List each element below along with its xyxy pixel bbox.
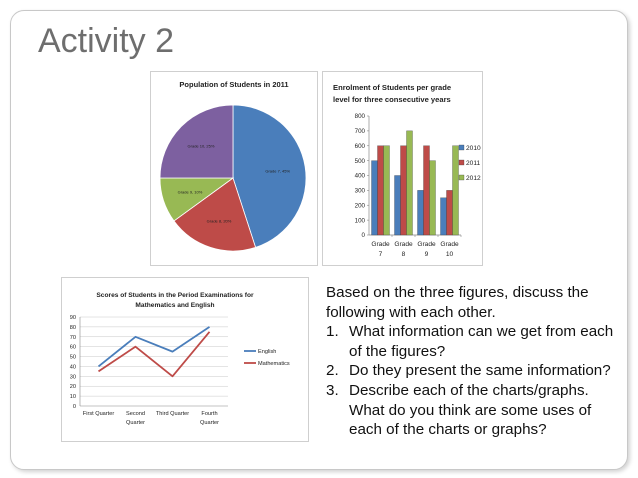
pie-slice-label: Grade 9, 10% xyxy=(177,189,203,195)
bar-legend-label: 2011 xyxy=(466,160,481,167)
pie-chart xyxy=(151,72,317,265)
bar-2010-3 xyxy=(441,198,447,235)
line-title-line: Mathematics and English xyxy=(135,302,215,309)
bar-category-label: 7 xyxy=(378,251,383,258)
question-text: Describe each of the charts/graphs. What do you think are some uses of each of the charts or graphs? xyxy=(349,381,592,439)
line-category-label: First Quarter xyxy=(82,411,115,417)
bar-category-label: 9 xyxy=(424,251,429,258)
question-item xyxy=(326,322,616,361)
bar-legend-swatch xyxy=(459,160,464,165)
pie-chart-panel xyxy=(150,71,318,266)
bar-y-tick-label: 700 xyxy=(354,128,365,136)
line-category-label: Quarter xyxy=(126,420,145,426)
line-legend-label: Mathematics xyxy=(258,361,290,367)
bar-2011-2 xyxy=(424,146,430,235)
bar-y-tick-label: 300 xyxy=(354,187,365,195)
bar-2011-3 xyxy=(447,190,453,235)
bar-2011-1 xyxy=(401,146,407,235)
discussion-text xyxy=(326,283,616,440)
bar-y-tick-label: 200 xyxy=(354,202,365,210)
question-number: 3. xyxy=(326,381,339,399)
question-number: 1. xyxy=(326,323,339,341)
line-y-tick-label: 40 xyxy=(69,364,76,371)
bar-2010-0 xyxy=(372,161,378,235)
line-chart-panel xyxy=(61,277,309,442)
line-category-label: Third Quarter xyxy=(155,411,190,417)
line-y-tick-label: 0 xyxy=(72,404,76,410)
question-text: What information can we get from each of the figures? xyxy=(349,323,614,360)
bar-legend-label: 2012 xyxy=(466,175,481,182)
bar-chart xyxy=(323,72,482,265)
bar-2012-2 xyxy=(430,161,436,235)
line-y-tick-label: 10 xyxy=(69,394,76,401)
line-y-tick-label: 80 xyxy=(69,324,76,331)
question-item xyxy=(326,381,616,440)
line-category-label: Second xyxy=(126,411,145,417)
line-y-tick-label: 70 xyxy=(69,334,76,341)
bar-y-tick-label: 400 xyxy=(354,172,365,180)
bar-category-label: Grade xyxy=(440,241,459,248)
line-y-tick-label: 90 xyxy=(69,315,76,321)
bar-category-label: Grade xyxy=(417,241,436,248)
pie-slice-label: Grade 10, 25% xyxy=(187,143,215,149)
intro-text: Based on the three figures, discuss the following with each other. xyxy=(326,284,589,321)
bar-category-label: Grade xyxy=(394,241,413,248)
bar-2011-0 xyxy=(378,146,384,235)
question-list xyxy=(326,322,616,440)
line-chart xyxy=(62,278,308,441)
bar-legend-swatch xyxy=(459,175,464,180)
bar-category-label: Grade xyxy=(371,241,390,248)
line-y-tick-label: 60 xyxy=(69,344,76,351)
line-y-tick-label: 50 xyxy=(69,354,76,361)
pie-slice-3 xyxy=(160,105,233,178)
pie-title: Population of Students in 2011 xyxy=(179,80,289,89)
bar-y-tick-label: 800 xyxy=(354,113,365,121)
pie-slice-label: Grade 7, 45% xyxy=(265,168,291,174)
bar-2010-2 xyxy=(418,190,424,235)
pie-slice-label: Grade 8, 20% xyxy=(206,218,232,224)
bar-category-label: 10 xyxy=(445,251,454,258)
bar-title-line: Enrolment of Students per grade xyxy=(333,83,452,92)
bar-legend-swatch xyxy=(459,145,464,150)
question-number: 2. xyxy=(326,362,339,380)
bar-title-line: level for three consecutive years xyxy=(333,95,451,104)
bar-2012-3 xyxy=(453,146,459,235)
question-text: Do they present the same information? xyxy=(349,362,611,380)
question-item xyxy=(326,361,616,381)
bar-2010-1 xyxy=(395,176,401,236)
line-legend-label: English xyxy=(258,349,277,355)
bar-chart-panel xyxy=(322,71,483,266)
line-category-label: Fourth xyxy=(201,411,218,417)
bar-legend-label: 2010 xyxy=(466,145,481,152)
line-y-tick-label: 20 xyxy=(69,384,76,391)
bar-2012-1 xyxy=(407,131,413,235)
bar-2012-0 xyxy=(384,146,390,235)
line-y-tick-label: 30 xyxy=(69,374,76,381)
slide-title: Activity 2 xyxy=(38,22,175,60)
bar-category-label: 8 xyxy=(401,251,406,258)
bar-y-tick-label: 0 xyxy=(361,232,365,240)
line-category-label: Quarter xyxy=(200,420,219,426)
bar-y-tick-label: 100 xyxy=(354,217,365,225)
line-title-line: Scores of Students in the Period Examinations for xyxy=(96,292,254,299)
bar-y-tick-label: 600 xyxy=(354,142,365,150)
bar-y-tick-label: 500 xyxy=(354,157,365,165)
